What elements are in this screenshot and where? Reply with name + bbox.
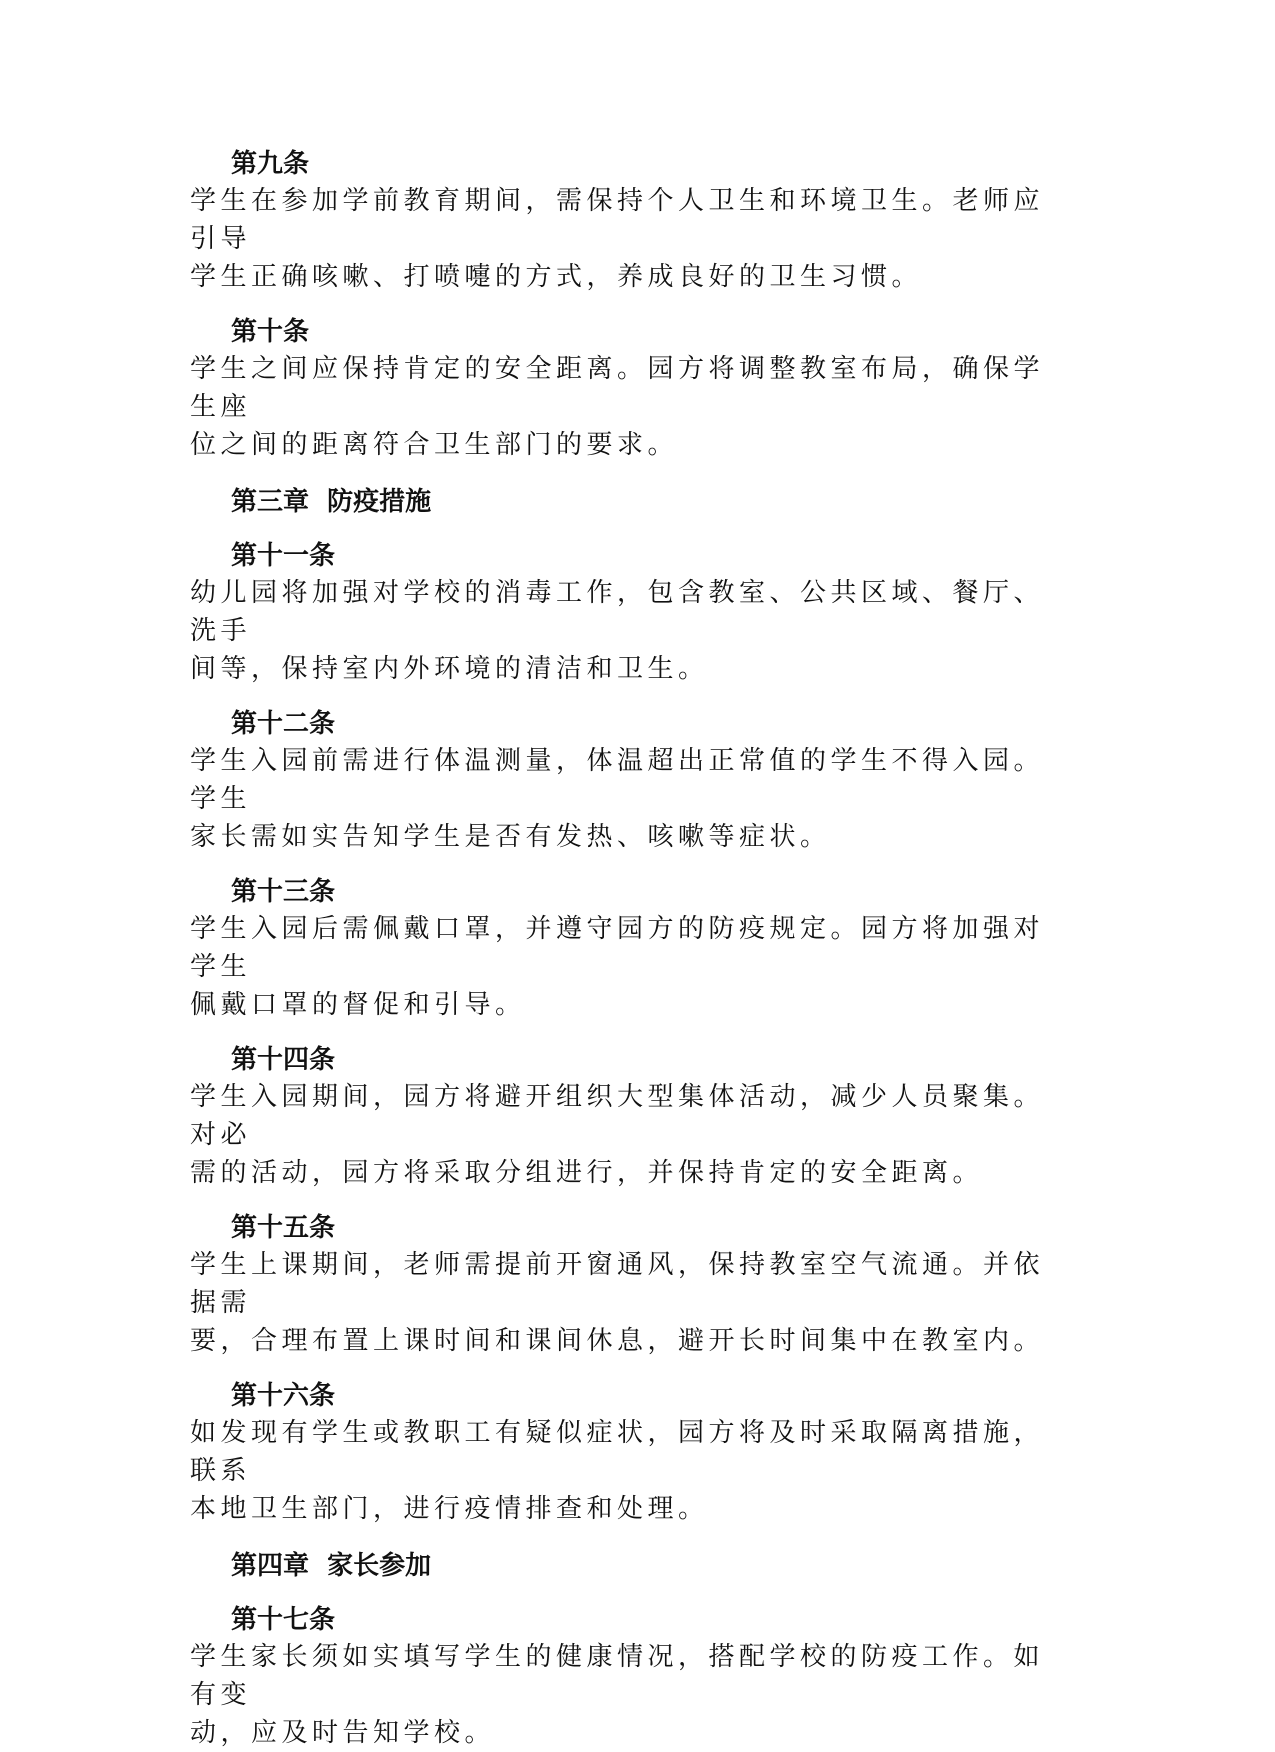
chapter-heading: 第三章 防疫措施 [231, 487, 432, 517]
article-16 [190, 1378, 1070, 1528]
article-line: 学生上课期间，老师需提前开窗通风，保持教室空气流通。并依据需 [190, 1250, 1045, 1318]
article-14 [190, 1042, 1070, 1192]
article-heading: 第十一条 [231, 541, 336, 571]
article-line: 学生家长须如实填写学生的健康情况，搭配学校的防疫工作。如有变 [190, 1642, 1045, 1710]
article-line: 幼儿园将加强对学校的消毒工作，包含教室、公共区域、餐厅、洗手 [190, 578, 1045, 646]
article-heading: 第十六条 [231, 1381, 336, 1411]
article-11 [190, 538, 1070, 688]
article-heading: 第九条 [231, 149, 310, 179]
chapter-3 [190, 484, 1070, 520]
article-line: 动，应及时告知学校。 [190, 1718, 496, 1748]
article-line: 间等，保持室内外环境的清洁和卫生。 [190, 654, 709, 684]
article-line: 学生入园期间，园方将避开组织大型集体活动，减少人员聚集。对必 [190, 1082, 1045, 1150]
article-line: 位之间的距离符合卫生部门的要求。 [190, 430, 679, 460]
article-heading: 第十五条 [231, 1213, 336, 1243]
article-17 [190, 1602, 1070, 1752]
article-line: 如发现有学生或教职工有疑似症状，园方将及时采取隔离措施，联系 [190, 1418, 1045, 1486]
article-heading: 第十四条 [231, 1045, 336, 1075]
article-line: 学生正确咳嗽、打喷嚏的方式，养成良好的卫生习惯。 [190, 262, 923, 292]
article-15 [190, 1210, 1070, 1360]
chapter-heading: 第四章 家长参加 [231, 1551, 432, 1581]
article-heading: 第十二条 [231, 709, 336, 739]
article-12 [190, 706, 1070, 856]
article-line: 需的活动，园方将采取分组进行，并保持肯定的安全距离。 [190, 1158, 984, 1188]
article-line: 学生之间应保持肯定的安全距离。园方将调整教室布局，确保学生座 [190, 354, 1045, 422]
article-10 [190, 314, 1070, 464]
article-13 [190, 874, 1070, 1024]
article-heading: 第十条 [231, 317, 310, 347]
chapter-4 [190, 1548, 1070, 1584]
document-body [190, 146, 1070, 1752]
article-line: 家长需如实告知学生是否有发热、咳嗽等症状。 [190, 822, 831, 852]
article-9 [190, 146, 1070, 296]
article-heading: 第十三条 [231, 877, 336, 907]
article-line: 学生入园前需进行体温测量，体温超出正常值的学生不得入园。学生 [190, 746, 1045, 814]
article-heading: 第十七条 [231, 1605, 336, 1635]
article-line: 学生入园后需佩戴口罩，并遵守园方的防疫规定。园方将加强对学生 [190, 914, 1045, 982]
article-line: 佩戴口罩的督促和引导。 [190, 990, 526, 1020]
article-line: 学生在参加学前教育期间，需保持个人卫生和环境卫生。老师应引导 [190, 186, 1045, 254]
article-line: 要，合理布置上课时间和课间休息，避开长时间集中在教室内。 [190, 1326, 1045, 1356]
article-line: 本地卫生部门，进行疫情排查和处理。 [190, 1494, 709, 1524]
